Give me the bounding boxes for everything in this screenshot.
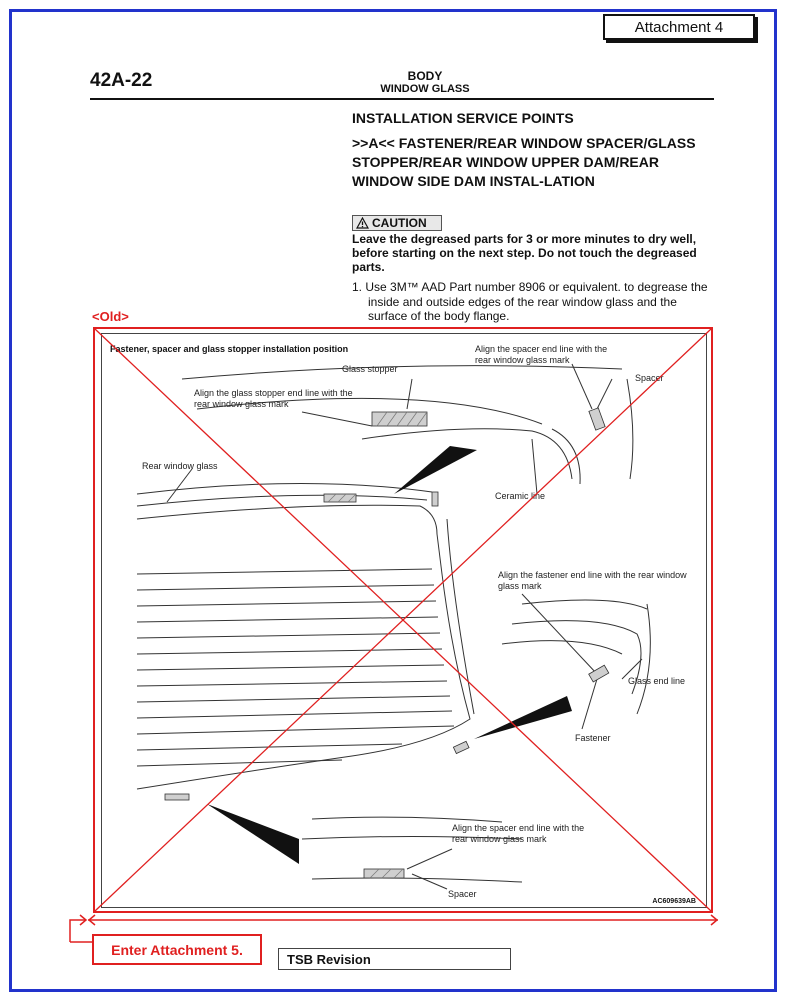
ceramic-line-callout: Ceramic line — [495, 491, 546, 501]
caution-text: Leave the degreased parts for 3 or more minutes to dry well, before starting on the next step. Do not touch the degreased parts. — [352, 232, 697, 274]
caution-label: CAUTION — [372, 216, 427, 230]
install-heading: INSTALLATION SERVICE POINTS — [352, 110, 574, 126]
procedure-title: >>A<< FASTENER/REAR WINDOW SPACER/GLASS STOPPER/REAR WINDOW UPPER DAM/REAR WINDOW SIDE DAM INSTAL-LATION — [352, 135, 696, 189]
diagram-title: Fastener, spacer and glass stopper installation position — [110, 344, 349, 354]
align-spacer-top-callout: Align the spacer end line with the rear window glass mark — [475, 344, 608, 365]
fastener-callout: Fastener — [575, 733, 611, 743]
glass-stopper-callout: Glass stopper — [342, 364, 398, 374]
align-stopper-callout: Align the glass stopper end line with the rear window glass mark — [194, 388, 353, 409]
align-fastener-callout: Align the fastener end line with the rear window glass mark — [498, 570, 687, 591]
spacer-top-callout: Spacer — [635, 373, 664, 383]
old-marker: <Old> — [92, 309, 129, 324]
attachment-label: Attachment 4 — [603, 14, 755, 40]
diagram-code: AC609639AB — [652, 898, 696, 905]
enter-attachment-note: Enter Attachment 5. — [92, 934, 262, 965]
doc-code: 42A-22 — [90, 70, 153, 91]
glass-end-line-callout: Glass end line — [628, 676, 686, 686]
spacer-bottom-callout: Spacer — [448, 889, 477, 899]
tsb-revision-box: TSB Revision — [278, 948, 511, 970]
subsection-name: WINDOW GLASS — [380, 83, 470, 95]
rear-window-glass-callout: Rear window glass — [142, 461, 218, 471]
align-spacer-bottom-callout: Align the spacer end line with the rear window glass mark — [452, 823, 585, 844]
step-1-text: 1. Use 3M™ AAD Part number 8906 or equivalent. to degrease the inside and outside edges of the rear window glass and the surface of the body flange. — [352, 280, 708, 323]
section-name: BODY — [407, 69, 443, 83]
